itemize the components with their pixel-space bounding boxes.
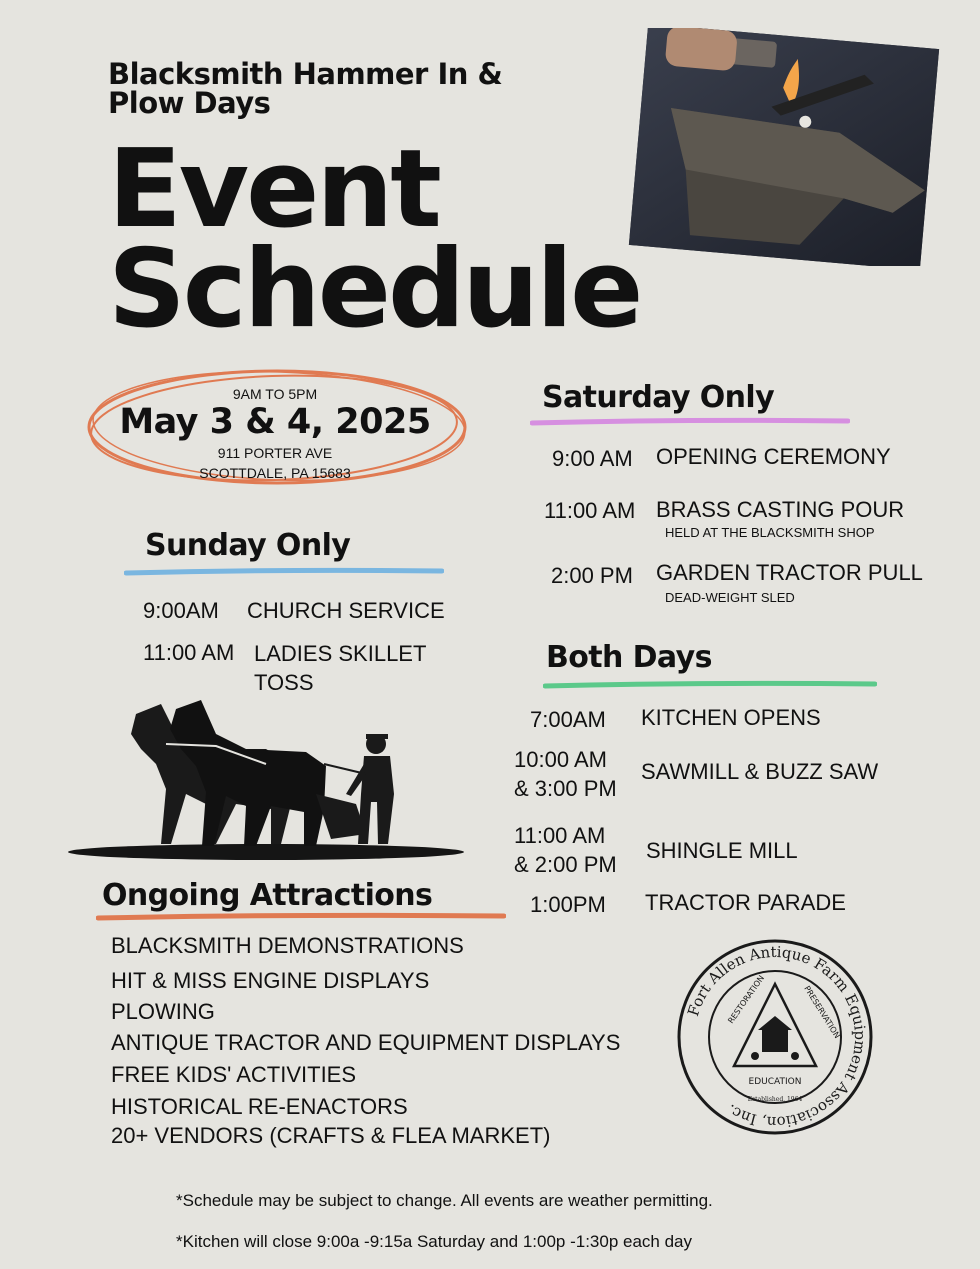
page-title xyxy=(108,127,641,352)
seal-ring-text: Fort Allen Antique Farm Equipment Association, Inc. xyxy=(684,942,870,1132)
saturday-swash xyxy=(530,417,850,427)
saturday-note-2: HELD AT THE BLACKSMITH SHOP xyxy=(665,525,875,540)
seal-left-text: RESTORATION xyxy=(726,973,767,1026)
ongoing-title: Ongoing Attractions xyxy=(102,878,433,913)
both-event-1: KITCHEN OPENS xyxy=(641,705,821,730)
seal-bottom-text: EDUCATION xyxy=(748,1077,802,1087)
both-event-3: SHINGLE MILL xyxy=(646,838,798,863)
ongoing-item-6: HISTORICAL RE-ENACTORS xyxy=(111,1094,408,1119)
event-street: 911 PORTER AVE xyxy=(217,445,333,461)
saturday-event-1: OPENING CEREMONY xyxy=(656,444,891,469)
both-time-3-line1: 11:00 AM xyxy=(514,823,606,848)
saturday-time-3: 2:00 PM xyxy=(551,563,633,588)
saturday-event-2: BRASS CASTING POUR xyxy=(656,497,905,522)
seal-right-text: PRESERVATION xyxy=(802,984,842,1040)
saturday-title: Saturday Only xyxy=(542,380,775,415)
ongoing-item-2: HIT & MISS ENGINE DISPLAYS xyxy=(111,968,430,993)
sunday-event-2-line2: TOSS xyxy=(254,670,314,695)
event-name-line1: Blacksmith Hammer In & xyxy=(108,57,503,91)
horse-plow-silhouette xyxy=(66,694,470,864)
both-time-2-line2: & 3:00 PM xyxy=(514,776,617,801)
saturday-time-1: 9:00 AM xyxy=(552,446,633,471)
event-hours: 9AM TO 5PM xyxy=(232,386,318,402)
event-city: SCOTTDALE, PA 15683 xyxy=(199,465,351,481)
sunday-event-1: CHURCH SERVICE xyxy=(247,598,445,623)
sunday-event-2-line1: LADIES SKILLET xyxy=(254,641,427,666)
ongoing-item-4: ANTIQUE TRACTOR AND EQUIPMENT DISPLAYS xyxy=(111,1030,621,1055)
note-kitchen: *Kitchen will close 9:00a -9:15a Saturday and 1:00p -1:30p each day xyxy=(176,1232,693,1251)
saturday-time-2: 11:00 AM xyxy=(544,498,636,523)
both-time-1: 7:00AM xyxy=(530,707,606,732)
both-time-2-line1: 10:00 AM xyxy=(514,747,607,772)
note-schedule: *Schedule may be subject to change. All events are weather permitting. xyxy=(176,1191,713,1210)
event-name xyxy=(108,57,578,120)
both-event-4: TRACTOR PARADE xyxy=(645,890,846,915)
both-days-title: Both Days xyxy=(546,640,712,675)
sunday-title: Sunday Only xyxy=(145,528,351,563)
both-time-4: 1:00PM xyxy=(530,892,606,917)
association-seal xyxy=(676,938,874,1136)
both-days-swash xyxy=(543,680,877,690)
title-line2: Schedule xyxy=(108,227,641,352)
both-time-3-line2: & 2:00 PM xyxy=(514,852,617,877)
ongoing-item-7: 20+ VENDORS (CRAFTS & FLEA MARKET) xyxy=(111,1123,551,1148)
both-event-2: SAWMILL & BUZZ SAW xyxy=(641,759,879,784)
ongoing-item-3: PLOWING xyxy=(111,999,215,1024)
title-line1: Event xyxy=(108,127,439,252)
sunday-time-1: 9:00AM xyxy=(143,598,219,623)
saturday-note-3: DEAD-WEIGHT SLED xyxy=(665,590,795,605)
ongoing-item-1: BLACKSMITH DEMONSTRATIONS xyxy=(111,933,464,958)
ongoing-swash xyxy=(96,912,506,922)
event-name-line2: Plow Days xyxy=(108,86,271,120)
sunday-time-2: 11:00 AM xyxy=(143,640,235,665)
sunday-swash xyxy=(124,567,444,577)
event-dates: May 3 & 4, 2025 xyxy=(119,402,431,442)
anvil-photo xyxy=(628,28,940,266)
ongoing-item-5: FREE KIDS' ACTIVITIES xyxy=(111,1062,357,1087)
saturday-event-3: GARDEN TRACTOR PULL xyxy=(656,560,923,585)
seal-est-text: Established, 1964 xyxy=(747,1096,803,1103)
